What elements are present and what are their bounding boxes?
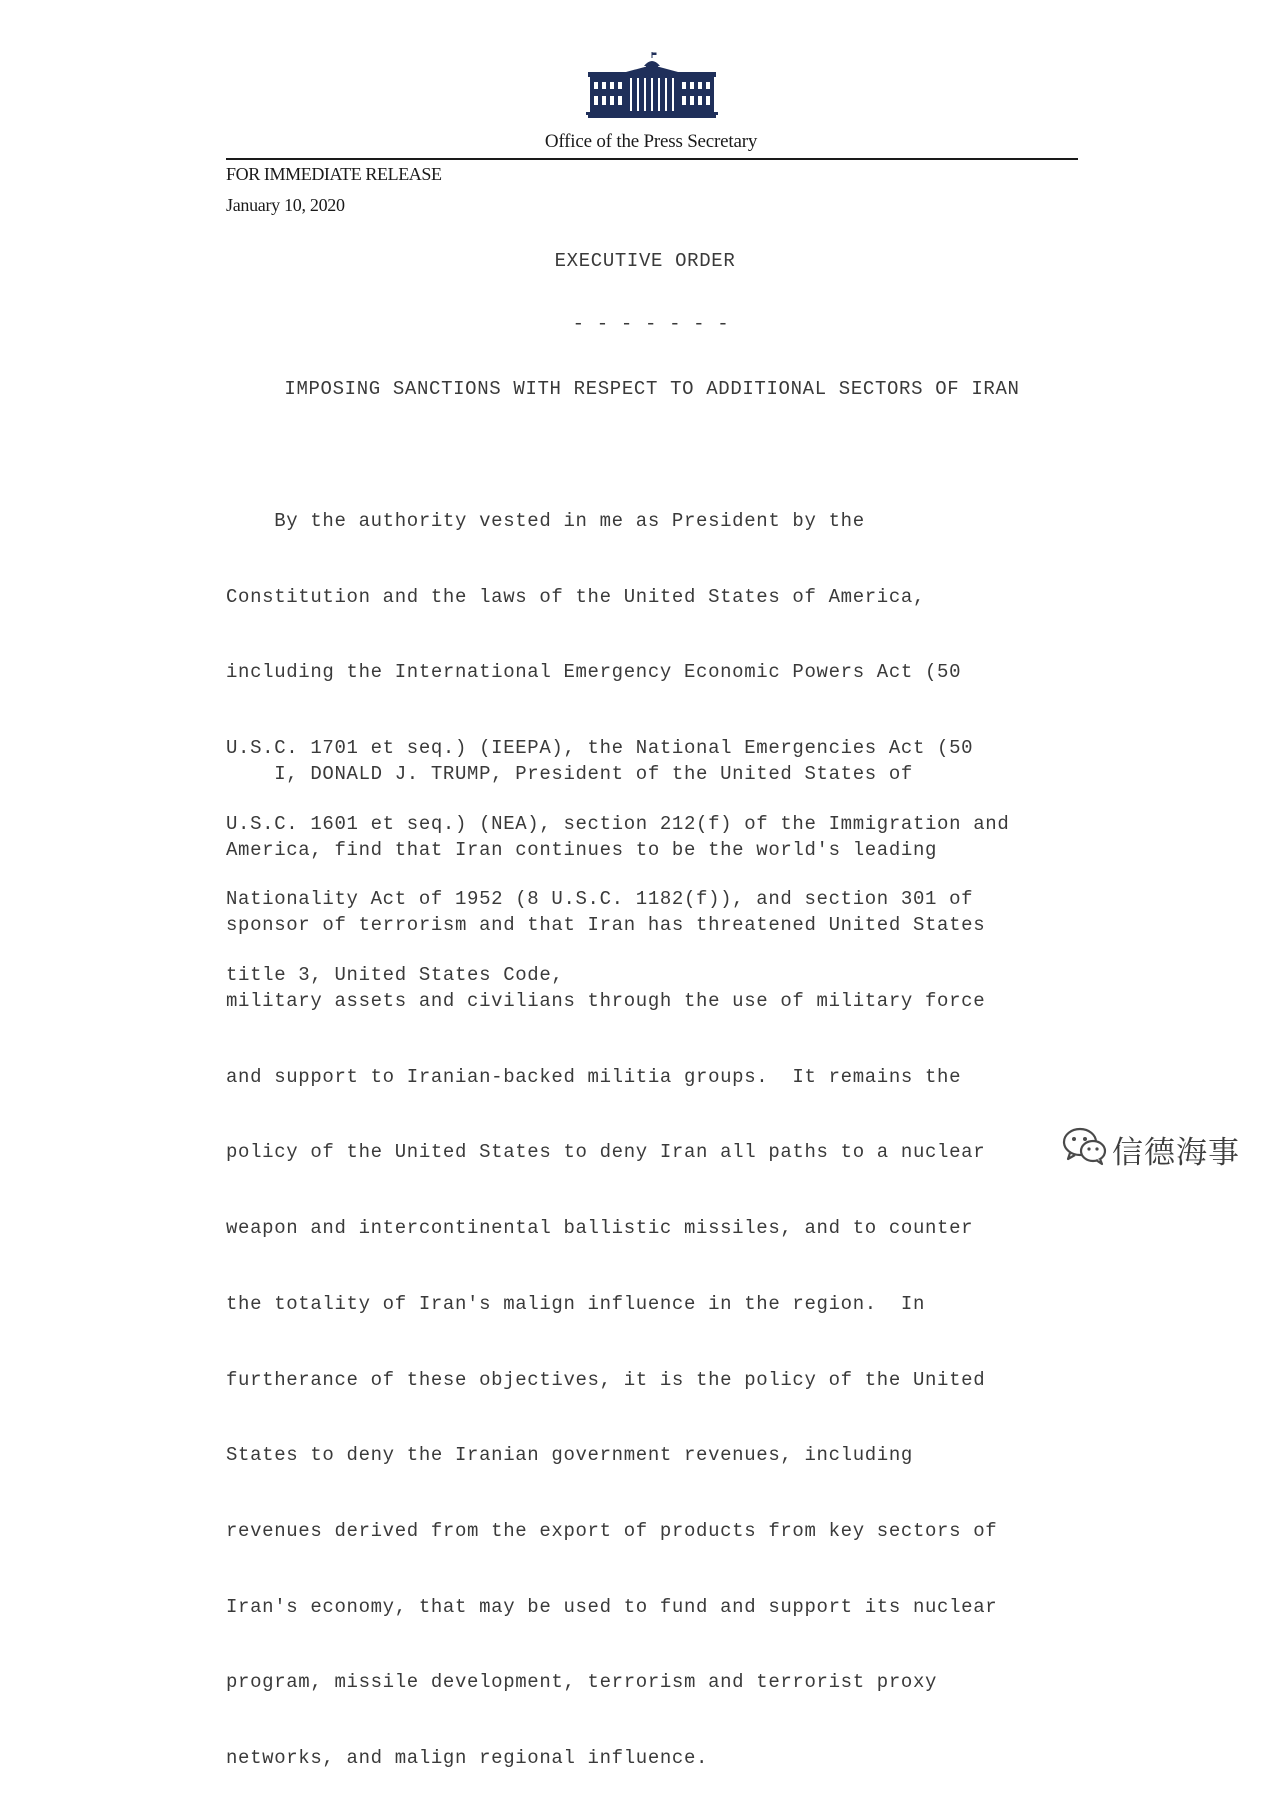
paragraph-line: title 3, United States Code, [226, 964, 564, 987]
paragraph-line: the totality of Iran's malign influence in the region. In [226, 1292, 926, 1315]
document-type-heading: EXECUTIVE ORDER [554, 250, 736, 272]
header-divider [226, 158, 1078, 160]
paragraph-line: policy of the United States to deny Iran all paths to a nuclear [226, 1141, 986, 1164]
paragraph-line: program, missile development, terrorism and terrorist proxy [226, 1671, 938, 1694]
paragraph-line: furtherance of these objectives, it is the policy of the United [226, 1368, 986, 1391]
paragraph-findings [226, 715, 1106, 1797]
wechat-icon [1062, 1126, 1108, 1166]
paragraph-line: Nationality Act of 1952 (8 U.S.C. 1182(f)), and section 301 of [226, 888, 974, 911]
order-title: IMPOSING SANCTIONS WITH RESPECT TO ADDITIONAL SECTORS OF IRAN [284, 378, 1020, 400]
paragraph-line: U.S.C. 1701 et seq.) (IEEPA), the National Emergencies Act (50 [226, 737, 974, 760]
paragraph-line: States to deny the Iranian government revenues, including [226, 1444, 913, 1467]
paragraph-line: Iran's economy, that may be used to fund and support its nuclear [226, 1595, 998, 1618]
paragraph-line: By the authority vested in me as President by the [226, 510, 865, 532]
paragraph-line: networks, and malign regional influence. [226, 1746, 709, 1769]
paragraph-line: military assets and civilians through the use of military force [226, 990, 986, 1013]
paragraph-line: and support to Iranian-backed militia groups. It remains the [226, 1065, 962, 1088]
white-house-logo-icon [586, 52, 718, 118]
separator-dashes: - - - - - - - [572, 313, 730, 335]
paragraph-line: Constitution and the laws of the United States of America, [226, 585, 926, 608]
release-date: January 10, 2020 [226, 195, 345, 215]
paragraph-line: U.S.C. 1601 et seq.) (NEA), section 212(f) of the Immigration and [226, 812, 1010, 835]
paragraph-line: America, find that Iran continues to be the world's leading [226, 838, 938, 861]
paragraph-line: weapon and intercontinental ballistic missiles, and to counter [226, 1217, 974, 1240]
paragraph-line: including the International Emergency Economic Powers Act (50 [226, 661, 962, 684]
release-label: FOR IMMEDIATE RELEASE [226, 164, 442, 184]
paragraph-line: I, DONALD J. TRUMP, President of the United States of [226, 763, 913, 785]
office-of-press-secretary: Office of the Press Secretary [544, 131, 758, 152]
watermark [1062, 1120, 1262, 1172]
paragraph-line: revenues derived from the export of products from key sectors of [226, 1519, 998, 1542]
paragraph-line: sponsor of terrorism and that Iran has threatened United States [226, 914, 986, 937]
watermark-text: 信德海事 [1112, 1135, 1240, 1171]
